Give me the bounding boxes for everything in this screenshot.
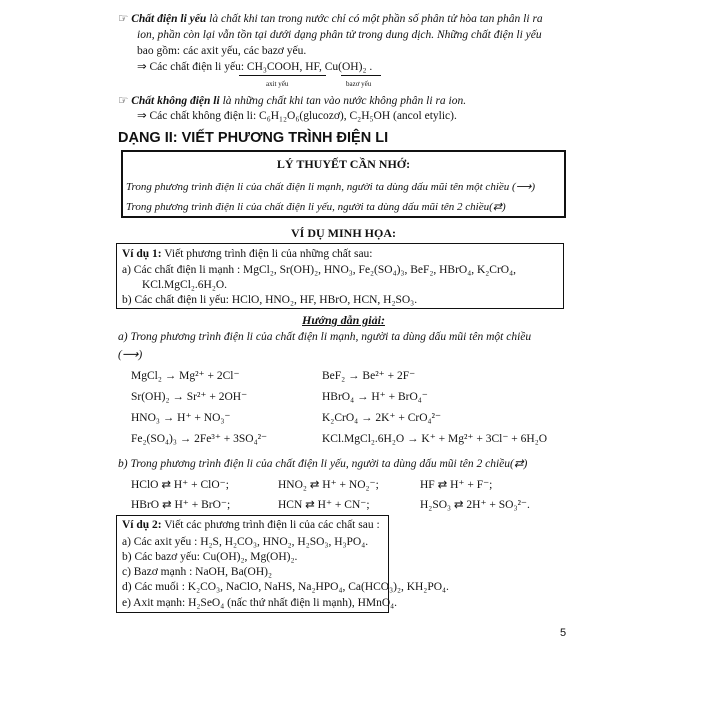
- weak-examples: ⇒ Các chất điện li yếu: CH₃COOH, HF, Cu(OH)₂ .: [137, 61, 373, 73]
- page-number: 5: [560, 627, 567, 639]
- equation: H₂SO₃ ⇄ 2H⁺ + SO₃²⁻.: [420, 499, 530, 511]
- solution-b-intro: b) Trong phương trình điện li của chất điện li yếu, người ta dùng dấu mũi tên 2 chiều(⇄): [118, 458, 528, 470]
- example-2-item: c) Bazơ mạnh : NaOH, Ba(OH)₂: [122, 566, 272, 578]
- theory-title: LÝ THUYẾT CẦN NHỚ:: [276, 157, 411, 171]
- example-1-a: a) Các chất điện li mạnh : MgCl₂, Sr(OH)₂, HNO₃, Fe₂(SO₄)₃, BeF₂, HBrO₄, K₂CrO₄,: [122, 264, 516, 276]
- example-1-label: Ví dụ 1:: [122, 248, 162, 260]
- weak-term: Chất điện li yếu: [131, 13, 207, 25]
- equation: HNO₂ ⇄ H⁺ + NO₂⁻;: [278, 479, 379, 491]
- equation: HBrO ⇄ H⁺ + BrO⁻;: [131, 499, 231, 511]
- theory-line-1: Trong phương trình điện li của chất điện li mạnh, người ta dùng dấu mũi tên một chiều (⟶): [126, 181, 536, 193]
- equation: HNO₃ → H⁺ + NO₃⁻: [131, 412, 231, 424]
- example-2-text: Viết các phương trình điện li của các chất sau :: [161, 519, 380, 531]
- equation: HCN ⇄ H⁺ + CN⁻;: [278, 499, 370, 511]
- solution-heading: Hướng dẫn giải:: [302, 313, 385, 327]
- label-acid: axit yếu: [266, 80, 289, 88]
- non-term: Chất không điện li: [131, 95, 220, 107]
- weak-def-2: ion, phần còn lại vẫn tồn tại dưới dạng phân tử trong dung dịch. Những chất điện li yếu: [137, 29, 542, 41]
- example-1-prompt: [122, 247, 373, 261]
- example-2-prompt: [122, 518, 380, 532]
- equation: KCl.MgCl₂.6H₂O → K⁺ + Mg²⁺ + 3Cl⁻ + 6H₂O: [322, 433, 548, 445]
- section-title: DẠNG II: VIẾT PHƯƠNG TRÌNH ĐIỆN LI: [118, 130, 389, 146]
- pointing-hand-icon: ☞: [118, 95, 129, 107]
- label-base: bazơ yếu: [346, 80, 372, 88]
- examples-heading: VÍ DỤ MINH HỌA:: [291, 226, 396, 240]
- equation: HBrO₄ → H⁺ + BrO₄⁻: [322, 391, 428, 403]
- example-2-item: b) Các bazơ yếu: Cu(OH)₂, Mg(OH)₂.: [122, 551, 298, 563]
- theory-line-2: Trong phương trình điện li của chất điện li yếu, người ta dùng dấu mũi tên 2 chiều(⇄): [126, 201, 506, 213]
- non-examples: ⇒ Các chất không điện li: C₆H₁₂O₆(glucozơ), C₂H₅OH (ancol etylic).: [137, 110, 457, 122]
- solution-a-arrow: (⟶): [118, 349, 143, 361]
- example-2-item: d) Các muối : K₂CO₃, NaClO, NaHS, Na₂HPO₄, Ca(HCO₃)₂, KH₂PO₄.: [122, 581, 449, 593]
- underbrace-base: [341, 75, 381, 76]
- weak-definition-line-1: [118, 12, 543, 26]
- equation: K₂CrO₄ → 2K⁺ + CrO₄²⁻: [322, 412, 442, 424]
- equation: HF ⇄ H⁺ + F⁻;: [420, 479, 493, 491]
- example-2-item: e) Axit mạnh: H₂SeO₄ (nấc thứ nhất điện li mạnh), HMnO₄.: [122, 597, 398, 609]
- equation: HClO ⇄ H⁺ + ClO⁻;: [131, 479, 229, 491]
- weak-def-1: là chất khi tan trong nước chỉ có một phần số phân tử hòa tan phân li ra: [206, 13, 543, 25]
- example-1-a2: KCl.MgCl₂.6H₂O.: [142, 279, 228, 291]
- weak-def-3: bao gồm: các axit yếu, các bazơ yếu.: [137, 45, 307, 57]
- pointing-hand-icon: ☞: [118, 13, 129, 25]
- equation: Sr(OH)₂ → Sr²⁺ + 2OH⁻: [131, 391, 248, 403]
- non-definition-line: [118, 94, 466, 108]
- equation: MgCl₂ → Mg²⁺ + 2Cl⁻: [131, 370, 240, 382]
- example-1-b: b) Các chất điện li yếu: HClO, HNO₂, HF, HBrO, HCN, H₂SO₃.: [122, 294, 418, 306]
- equation: Fe₂(SO₄)₃ → 2Fe³⁺ + 3SO₄²⁻: [131, 433, 268, 445]
- non-def: là những chất khi tan vào nước không phân li ra ion.: [219, 95, 467, 107]
- example-1-text: Viết phương trình điện li của những chất sau:: [161, 248, 373, 260]
- example-2-label: Ví dụ 2:: [122, 519, 162, 531]
- solution-a-intro: a) Trong phương trình điện li của chất điện li mạnh, người ta dùng dấu mũi tên một chiều: [118, 331, 532, 343]
- equation: BeF₂ → Be²⁺ + 2F⁻: [322, 370, 416, 382]
- example-2-item: a) Các axit yếu : H₂S, H₂CO₃, HNO₂, H₂SO₃, H₃PO₄.: [122, 536, 369, 548]
- underbrace-acid: [239, 75, 326, 76]
